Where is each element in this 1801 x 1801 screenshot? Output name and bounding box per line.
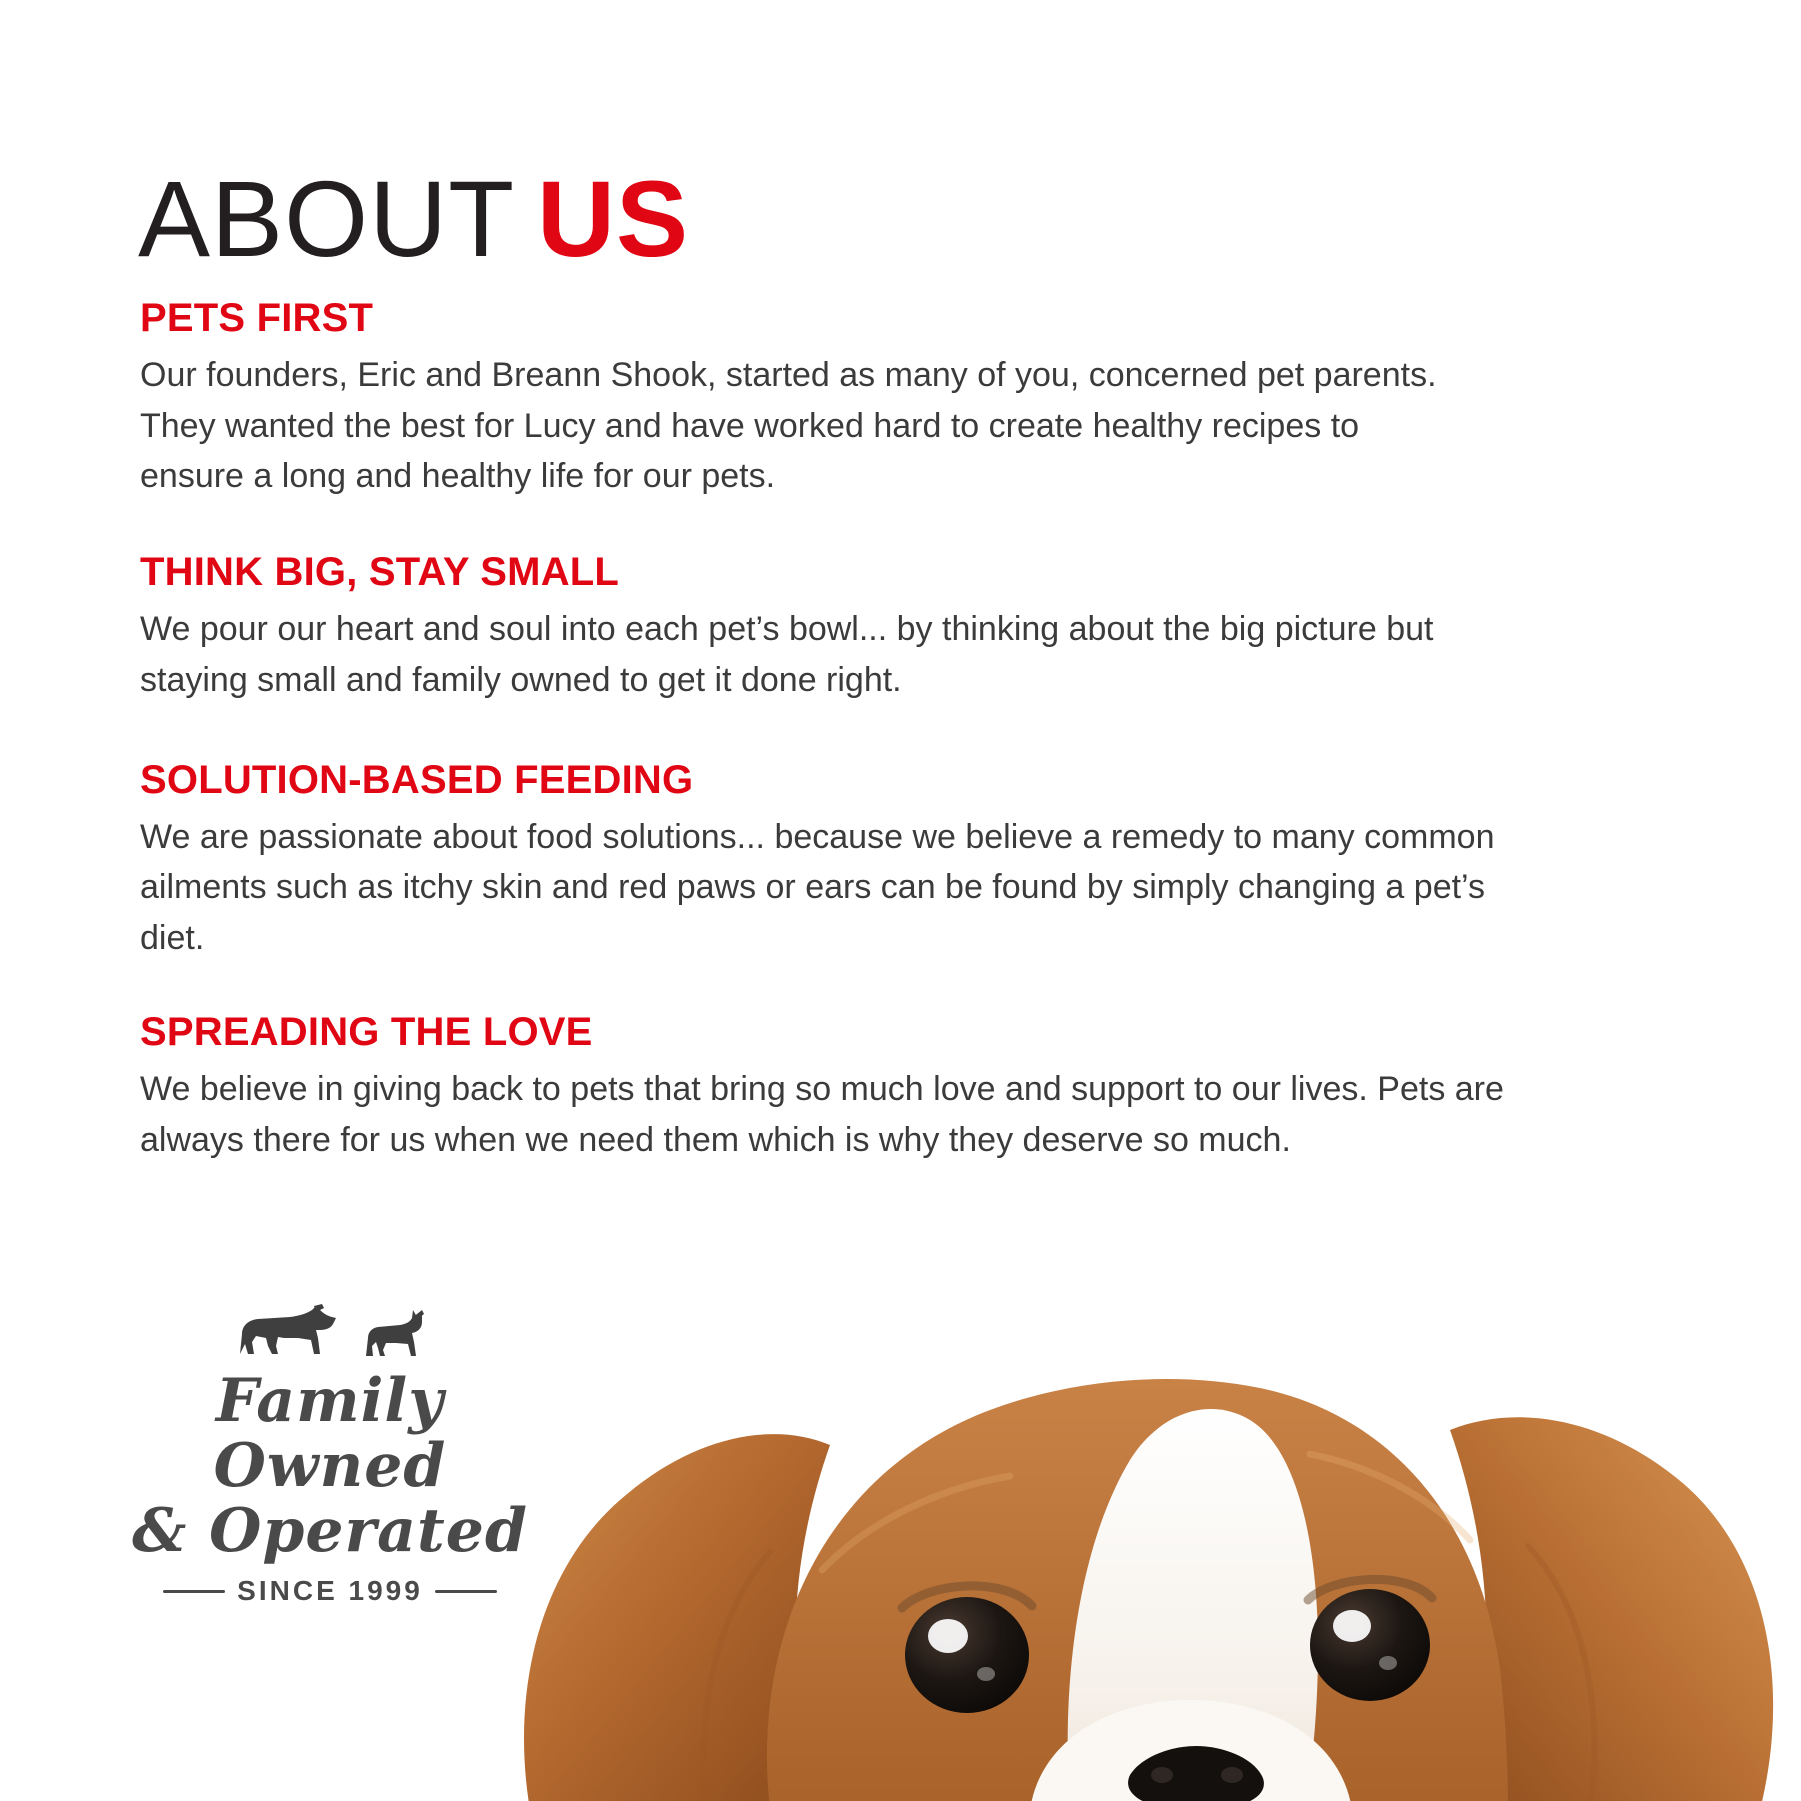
dog-photo (470, 1270, 1801, 1801)
dog-silhouette-icon (232, 1304, 342, 1367)
page-title-word-us: US (537, 158, 690, 280)
section-heading: SPREADING THE LOVE (140, 1010, 593, 1055)
section-pets-first (140, 295, 1660, 501)
section-spreading-the-love (140, 1009, 1660, 1165)
section-solution-based-feeding (140, 757, 1660, 963)
cat-silhouette-icon (356, 1306, 428, 1367)
section-body: Our founders, Eric and Breann Shook, started as many of you, concerned pet parents. They wanted the best for Lucy and have worked hard to create healthy recipes to ensure a long and healthy life for our pets. (140, 356, 1437, 495)
badge-line-1: Family Owned (213, 1366, 447, 1501)
section-heading: THINK BIG, STAY SMALL (140, 550, 620, 595)
badge-since-text: SINCE 1999 (237, 1575, 423, 1607)
page-title-word-about: ABOUT (138, 158, 516, 280)
section-body: We pour our heart and soul into each pet’s bowl... by thinking about the big picture but staying small and family owned to get it done right. (140, 610, 1434, 699)
page-title (138, 158, 690, 280)
badge-rule-left (163, 1590, 225, 1593)
section-heading: PETS FIRST (140, 296, 374, 340)
section-heading: SOLUTION-BASED FEEDING (140, 757, 694, 802)
section-think-big-stay-small (140, 549, 1660, 705)
sections-container (140, 295, 1660, 1201)
section-body: We believe in giving back to pets that bring so much love and support to our lives. Pets are always there for us when we need them which is why they deserve so much. (140, 1070, 1504, 1159)
section-body: We are passionate about food solutions... because we believe a remedy to many common ailments such as itchy skin and red paws or ears can be found by simply changing a pet’s diet. (140, 818, 1495, 957)
badge-line-2: & Operated (132, 1495, 528, 1566)
